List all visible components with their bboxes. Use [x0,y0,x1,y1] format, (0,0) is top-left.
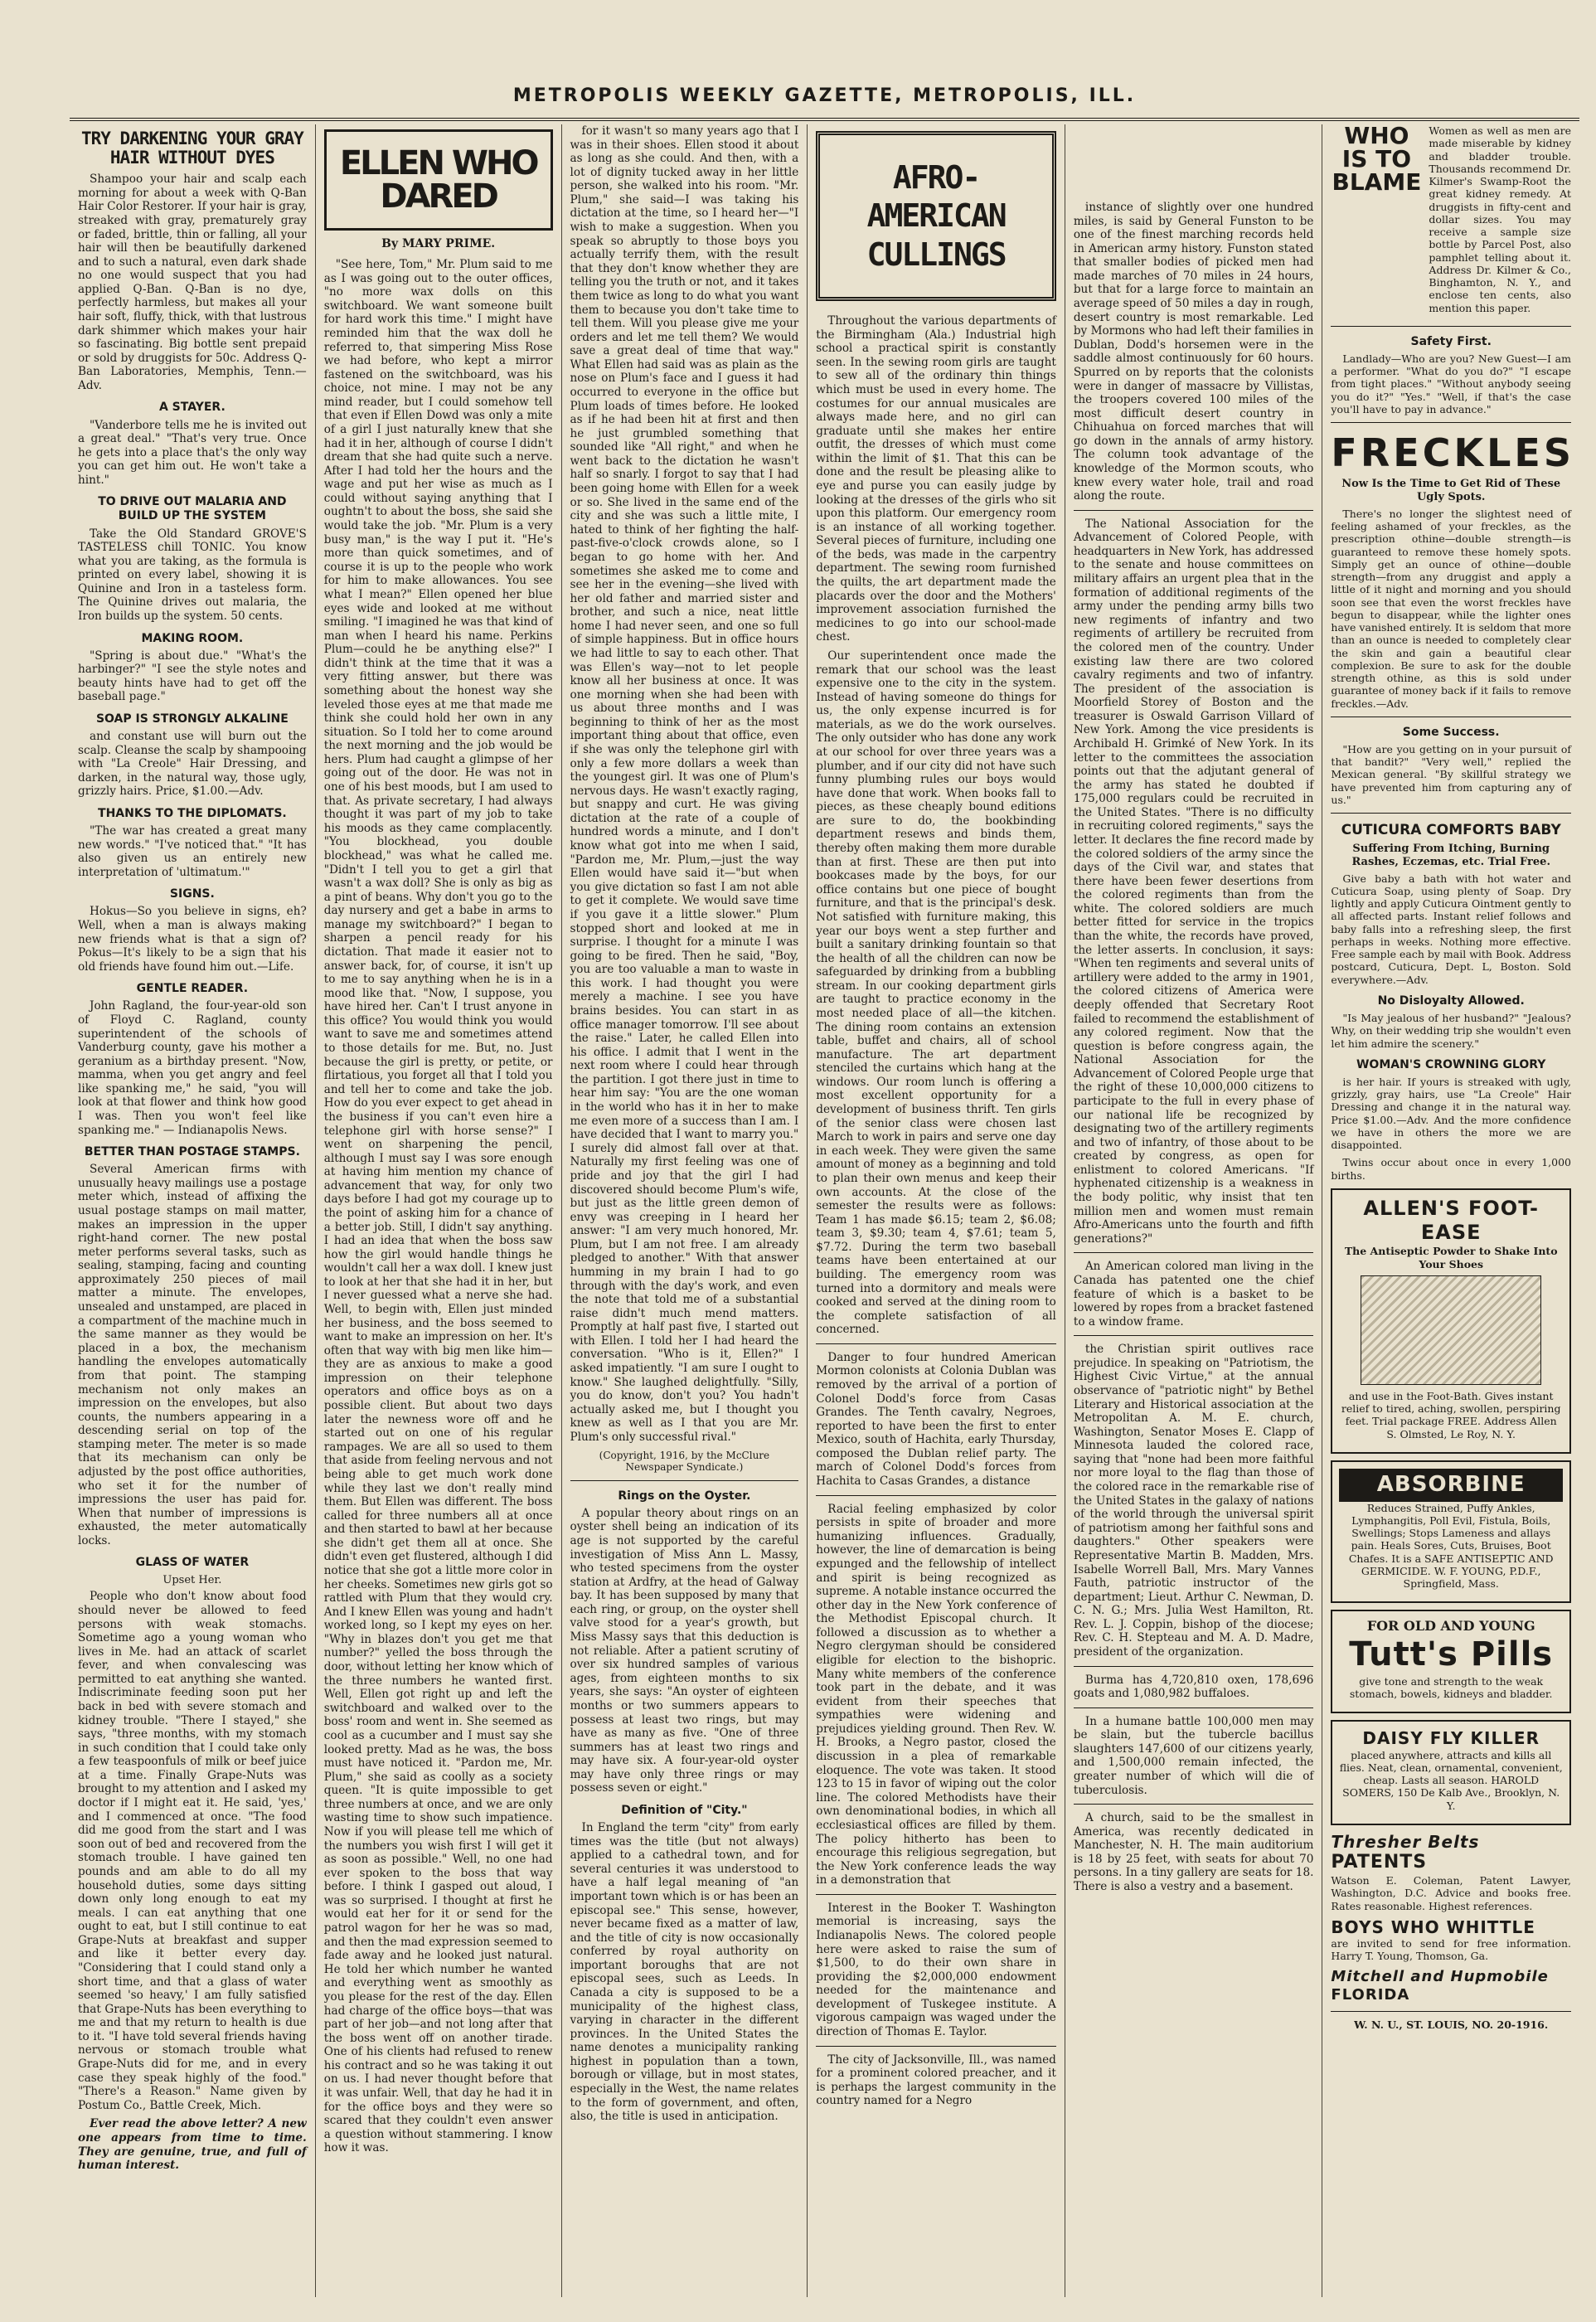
article-text: In England the term "city" from early times was the title (but not always) applied to a cathedral town, and for several centuries it was understood to have a half legal meaning of "an important town which is or has been an episcopal see." This sense, however, never became fixed as a matter of law, and the title of city is now occasionally conferred by royal authority on important boroughs that are not episcopal sees, such as Leeds. In Canada a city is supposed to be a municipality of the highest class, varying in character in the different provinces. In the United States the name denotes a municipality ranking highest in population than a town, borough or village, but in most states, especially in the West, the name relates to the form of government, and often, also, the title is used in anticipation. [570,1821,799,2124]
divider [1074,1666,1314,1667]
column-3 [562,124,808,2297]
article-text: Landlady—Who are you? New Guest—I am a performer. "What do you do?" "I escape from tight places." "Without anybody seeing you do it?" "Yes." "Well, if that's the case you'll have to pay in advance." [1331,352,1571,415]
article-headline: TO DRIVE OUT MALARIA AND BUILD UP THE SYSTEM [98,495,287,523]
ad-headline: ABSORBINE [1339,1469,1563,1502]
copyright-note: (Copyright, 1916, by the McClure Newspaper Syndicate.) [599,1449,770,1474]
article-text: Twins occur about once in every 1,000 births. [1331,1156,1571,1182]
ad-headline: WHO IS TO BLAME [1332,124,1422,196]
divider [816,1894,1056,1895]
article-text: Hokus—So you believe in signs, eh? Well, when a man is always making new friends what is that a sign of? Pokus—It's likely to be a sign that his old friends have found him out.—Life. [78,905,307,974]
divider [1331,813,1571,814]
article-headline: SIGNS. [169,887,215,901]
article-text: Throughout the various departments of the Birmingham (Ala.) Industrial high school a practical spirit is constantly seen. In the sewing room girls are taught to sew all of the ordinary thin things which must be used in every home. The costumes for our annual musicales are always made here, and no girl can graduate until she makes her entire outfit, the dresses of which must come within the limit of $1. That this can be done and the result be pleasing alike to eye and purse you can easily judge by looking at the dresses of the girls who sit upon this platform. Our emergency room is an instance of all working together. Several pieces of furniture, including one of the beds, was made in the carpentry department. The sewing room furnished the quilts, the art department made the placards over the door and the Mothers' improvement association furnished the medicines to go into our school-made chest. [816,314,1056,644]
masthead [70,73,1579,121]
woman-illustration-icon [1361,1275,1541,1385]
ad-headline: Mitchell and Hupmobile [1331,1967,1549,1985]
divider [816,1495,1056,1496]
article-text: "Is May jealous of her husband?" "Jealous? Why, on their wedding trip she wouldn't even let him admire the scenery." [1331,1012,1571,1050]
ad-absorbine [1331,1460,1571,1603]
ad-subhead: Suffering From Itching, Burning Rashes, Eczemas, etc. Trial Free. [1351,842,1550,868]
story-text: "See here, Tom," Mr. Plum said to me as I was going out to the outer offices, "no more wax dolls on this switchboard. We want someone built for hard work this time." I might have reminded him that the wax doll he referred to, that simpering Miss Rose we had before, who kept a mirror fastened on the switchboard, was his choice, not mine. I may not be any mind reader, but I could somehow tell that even if Ellen Dowd was only a mite of a girl I just naturally knew that she had it in her, although of course I didn't dream that she had quite such a nerve. After I had told her the hours and the wage and put her wise as much as I could without saying anything that I oughtn't to about the boss, she said she would take the job. "Mr. Plum is a very busy man," is the way I put it. "He's more than quick sometimes, and of course it is up to the people who work for him to make allowances. You see what I mean?" Ellen opened her blue eyes wide and looked at me without smiling. "I imagined he was that kind of man when I heard his name. Perkins Plum—could he be anything else?" I didn't think at the time that it was a very fitting answer, but there was something about the honest way she leveled those eyes at me that made me think she could hold her own in any situation. So I told her to come around the next morning and the job would be hers. Plum had caught a glimpse of her going out of the door. He was not in one of his best moods, but I am used to that. As private secretary, I had always thought it was part of my job to take his moods as they came complacently. "You blockhead, you double blockhead," was what he called me. "Didn't I tell you to get a girl that wasn't a wax doll? She is only as big as a pint of beans. Why don't you go to the day nursery and get a babe in arms to manage my switchboard?" I began to sharpen a pencil ready for his dictation. That made it easier not to answer back, for, of course, it isn't up to me to say anything when he is in a mood like that. "Now, I suppose, you have hired her. Can't I trust anyone in this office? You would think you would want to save me and sometimes attend to those details for me. But, no. Just because the girl is pretty, or petite, or flirtatious, you forget all that I told you and tell her to come and take the job. How do you ever expect to get ahead in the business if you can't even hire a telephone girl with horse sense?" I went on sharpening the pencil, although I must say I was sore enough at having him mention my chance of advancement that way, for only two days before I had got my courage up to the point of asking him for a chance of a better job. Still, I didn't say anything. I had an idea that when the boss saw how the girl would handle things he wouldn't call her a wax doll. I knew just to look at her that she had it in her, but I never guessed what a nerve she had. Well, to begin with, Ellen just minded her business, and the boss seemed to want to make an impression on her. It's often that way with big men like him—they are as anxious to make a good impression on their telephone operators and office boys as on a possible client. But about two days later the newness wore off and he started out on one of his regular rampages. We are all so used to them that aside from feeling nervous and not being able to get much work done while they last we don't really mind them. But Ellen was different. The boss called for three numbers all at once and then started to bawl at her because she didn't get them all at once. She didn't even get flustered, although I did notice that she got a little more color in her cheeks. Sometimes new girls got so rattled with Plum that they would cry. And I knew Ellen was young and hadn't worked long, so I kept my eyes on her. "Why in blazes don't you get me that number?" yelled the boss through the door, without letting her know which of the three numbers he wanted first. Well, Ellen got right up and left the switchboard and walked over to the boss' room and went in. She seemed as cool as a cucumber and I must say she looked pretty. Mad as he was, the boss must have noticed it. "Pardon me, Mr. Plum," she said as coolly as a society queen. "It is quite impossible to get three numbers at once, and we are only wasting time to show such impatience. Now if you will please tell me which of the numbers you wish first I will get it as soon as possible." Well, no one had ever spoken to the boss that way before. I think I gasped out aloud, I was so surprised. I thought at first he would eat her for it or send for the patrol wagon for her he was so mad, and then the mad expression seemed to fade away and he looked just natural. He told her which number he wanted and everything went as smoothly as you please for the rest of the day. Ellen had charge of the office boys—that was part of her job—and not long after that the boss went off on another tirade. One of his clients had refused to renew his contract and so he was taking it out on us. I had never thought before that it was unfair. Well, that day he had it in for the office boys and they were so scared that they couldn't even answer a question without stammering. I know how it was. [323,258,553,2155]
ad-text: Watson E. Coleman, Patent Lawyer, Washington, D.C. Advice and books free. Rates reasonable. Highest references. [1331,1874,1571,1912]
article-text: People who don't know about food should never be allowed to feed persons with weak stomachs. Sometime ago a young woman who lives in Me. had an attack of scarlet fever, and when convalescing was permitted to eat anything she wanted. Indiscriminate feeding soon put her back in bed with severe stomach and kidney trouble. "There I stayed," she says, "three months, with my stomach in such condition that I could take only a few teaspoonfuls of milk or beef juice at a time. Finally Grape-Nuts was brought to my attention and I asked my doctor if I might eat it. He said, 'yes,' and I commenced at once. "The food did me good from the start and I was soon out of bed and recovered from the stomach trouble. I have gained ten pounds and am able to do all my household duties, some days sitting down only long enough to eat my meals. I can eat anything that one ought to eat, but I still continue to eat Grape-Nuts at breakfast and supper and like it better every day. "Considering that I could stand only a short time, and that a glass of water seemed 'so heavy,' I am fully satisfied that Grape-Nuts has been everything to me and that my return to health is due to it. "I have told several friends having nervous or stomach trouble what Grape-Nuts did for me, and in every case they speak highly of the food." "There's a Reason." Name given by Postum Co., Battle Creek, Mich. [78,1590,307,2112]
article-headline: Definition of "City." [621,1803,748,1817]
ad-tutts-pills [1331,1610,1571,1713]
ad-text: Reduces Strained, Puffy Ankles, Lymphangitis, Poll Evil, Fistula, Boils, Swellings; Stops Lameness and allays pain. Heals Sores, Cuts, Bruises, Boot Chafes. It is a SAFE ANTISEPTIC AND GERMICIDE. W. F. YOUNG, P.D.F., Springfield, Mass. [1348,1501,1554,1591]
masthead-title: METROPOLIS WEEKLY GAZETTE, METROPOLIS, ILL. [512,85,1137,106]
divider [570,1480,799,1481]
column-6-ads [1322,124,1579,2297]
article-text: The National Association for the Advancement of Colored People, with headquarters in New York, has addressed to the senate and house committees on military affairs an urgent plea that in the formation of additional regiments of the army under the pending army bills two new regiments of infantry and two regiments of artillery be recruited from the colored men of the country. Under existing law there are two colored cavalry regiments and two of infantry. The president of the association is Moorfield Storey of Boston and the treasurer is Oswald Garrison Villard of New York. Among the vice presidents is Archibald H. Grimké of New York. In its letter to the committees the association points out that the adjutant general of the army has stated he doubted if 175,000 regulars could be recruited in the United States. "There is no difficulty in recruiting colored regiments," says the letter. It declares the fine record made by the colored soldiers of the army since the days of the Civil war, and states that there have been fewer desertions from the colored regiments than from the white. The colored soldiers are much better fitted for service in the tropics than the white, the records have proved, the letter asserts. In conclusion, it says: "When ten regiments and several units of artillery were added to the army in 1901, the colored citizens of America were deeply offended that Secretary Root failed to recommend the establishment of any colored regiment. Now that the question is before congress again, the National Association for the Advancement of Colored People urge that the right of these 10,000,000 citizens to participate to the full in every phase of our national life be recognized by designating two of the artillery regiments and two of infantry, of those about to be created by congress, as open for enlistment to colored Americans. "If hyphenated citizenship is a weakness in the body politic, why insist that ten million men and women must remain Afro-Americans unto the fourth and fifth generations?" [1073,517,1314,1246]
section-headline: AFRO-AMERICAN CULLINGS [816,131,1056,301]
ad-text: Give baby a bath with hot water and Cuticura Soap, using plenty of Soap. Dry lightly and apply Cuticura Ointment gently to all affected parts. Instant relief follows and baby falls into a refreshing sleep, the first perhaps in weeks. Nothing more effective. Free sample each by mail with Book. Address postcard, Cuticura, Dept. L, Boston. Sold everywhere.—Adv. [1331,872,1571,986]
article-text: "Spring is about due." "What's the harbinger?" "I see the style notes and beauty hints have had to get off the baseball page." [78,649,307,704]
article-text: A church, said to be the smallest in America, was recently dedicated in Manchester, N. H. The main auditorium is 18 by 25 feet, with seats for about 70 persons. In a tiny gallery are seats for 18. There is also a vestry and a basement. [1073,1811,1314,1894]
article-text: "Vanderbore tells me he is invited out a great deal." "That's very true. Once he gets into a place that's the only way you can get him out. He won't take a hint." [78,418,307,487]
article-headline: TRY DARKENING YOUR GRAY HAIR WITHOUT DYES [80,129,303,168]
article-text: John Ragland, the four-year-old son of Floyd C. Ragland, county superintendent of the schools of Vanderburg county, gave his mother a geranium as a birthday present. "Now, mamma, when you get angry and feel like spanking me," he said, "you will look at that flower and think how good I was. Then you won't feel like spanking me." — Indianapolis News. [78,999,307,1137]
article-text: "How are you getting on in your pursuit of that bandit?" "Very well," replied the Mexican general. "By skillful strategy we have prevented him from capturing any of us." [1331,742,1571,806]
article-text: In a humane battle 100,000 men may be slain, but the tubercle bacillus slaughters 147,600 of our citizens yearly, and 1,500,000 remain infected, the greater number of which will die of tuberculosis. [1073,1714,1314,1797]
ad-text: and use in the Foot-Bath. Gives instant relief to tired, aching, swollen, perspiring feet. Trial package FREE. Address Allen S. Olmsted, Le Roy, N. Y. [1341,1389,1561,1440]
ad-headline: PATENTS [1331,1852,1428,1873]
ad-text: are invited to send for free information. Harry T. Young, Thomson, Ga. [1331,1937,1571,1963]
divider [1074,1335,1314,1336]
article-headline: A STAYER. [158,401,226,415]
article-subhead: Upset Her. [163,1573,222,1586]
column-5 [1065,124,1323,2297]
divider [1074,1804,1314,1805]
ad-headline: Thresher Belts [1331,1831,1480,1852]
ad-headline: ALLEN'S FOOT-EASE [1363,1196,1540,1245]
ad-subhead: Now Is the Time to Get Rid of These Ugly Spots. [1341,478,1561,504]
ad-swamp-root [1331,124,1571,319]
ad-headline: BOYS WHO WHITTLE [1331,1916,1535,1937]
article-text: Burma has 4,720,810 oxen, 178,696 goats and 1,080,982 buffaloes. [1073,1673,1314,1701]
article-headline: THANKS TO THE DIPLOMATS. [98,806,287,820]
ad-text: give tone and strength to the weak stomach, bowels, kidneys and bladder. [1349,1674,1553,1700]
ad-text: Women as well as men are made miserable by kidney and bladder trouble. Thousands recommend Dr. Kilmer's Swamp-Root the great kidney remedy. At druggists in fifty-cent and dollar sizes. You may receive a sample size bottle by Parcel Post, also pamphlet telling about it. Address Dr. Kilmer & Co., Binghamton, N. Y., and enclose ten cents, also mention this paper. [1429,124,1571,314]
ad-headline: CUTICURA COMFORTS BABY [1341,822,1561,839]
column-2 [316,124,562,2297]
article-headline: Rings on the Oyster. [618,1489,751,1503]
article-headline: No Disloyalty Allowed. [1377,993,1525,1008]
article-headline: BETTER THAN POSTAGE STAMPS. [84,1145,300,1159]
article-text: Several American firms with unusually heavy mailings use a postage meter which, instead of affixing the usual postage stamps on mail matter, makes an impression in the upper right-hand corner. The new postal meter performs several tasks, such as sealing, stamping, facing and counting approximately 250 pieces of mail matter a minute. The envelopes, unsealed and unstamped, are placed in a compartment of the machine much in the same manner as they would be placed in a box, the mechanism handling the envelopes automatically from that point. The stamping mechanism not only makes an impression on the envelopes, but also counts, the numbers appearing in a descending serial on top of the stamping meter. The meter is so made that its mechanism can only be adjusted by the post office authorities, who set it for the number of impressions the user has paid for. When that number of impressions is exhausted, the meter automatically locks. [78,1163,307,1547]
article-text: An American colored man living in the Canada has patented one the chief feature of which is a basket to be lowered by ropes from a bracket fastened to a window frame. [1073,1260,1314,1329]
divider [1074,1707,1314,1708]
article-headline: Some Success. [1402,725,1500,739]
column-4 [808,124,1065,2297]
article-text: Our superintendent once made the remark that our school was the least expensive one to the city in the system. Instead of having someone do things for us, the only expense incurred is for materials, as we do the work ourselves. The only outsider who has done any work at our school for over three years was a plumber, and if our city did not have such funny plumbing rules our boys would have done that work. When books fall to pieces, as these cheaply bound editions are sure to do, the bookbinding department resews and binds them, thereby often making them more durable than at first. These are then put into bookcases made by the boys, for our office contains but one piece of bought furniture, and that is the principal's desk. Not satisfied with furniture making, this year our boys went a step further and built a sanitary drinking fountain so that the health of all the children can now be safeguarded by drinking from a bubbling stream. In our cooking department girls are taught to practice economy in the most needed place of all—the kitchen. The dining room contains an extension table, buffet and chairs, all of school manufacture. The art department stenciled the curtains which hang at the windows. Our room lunch is offering a most excellent opportunity for a development of business thrift. Ten girls of the senior class were chosen last March to work in pairs and serve one day in each week. They were given the same amount of money as a beginning and told to plan their own menus and keep their own accounts. At the close of the semester the results were as follows: Team 1 has made $6.15; team 2, $6.08; team 3, $9.30; team 4, $7.61; team 5, $7.72. During the term two baseball teams have been entertained at our building. The emergency room was turned into a dormitory and meals were cooked and served at the dining room to the complete satisfaction of all concerned. [816,649,1056,1337]
ad-headline: FRECKLES [1331,430,1574,476]
footer-note: W. N. U., ST. LOUIS, NO. 20-1916. [1354,2018,1549,2031]
divider [1074,1252,1314,1253]
article-text: A popular theory about rings on an oyster shell being an indication of its age is not supported by the careful investigation of Miss Ann L. Massy, who tested specimens from the oyster station at Ardfry, at the head of Galway bay. It has been supposed by many that each ring, or group, on the oyster shell valve stood for a year's growth, but Miss Massy says that this deduction is not reliable. After a patient scrutiny of over six hundred samples of various ages, from eighteen months to six years, she says: "An oyster of eighteen months or two summers appears to possess at least two rings, but may have as many as five. "One of three summers has at least two rings and may have six. A four-year-old oyster may have only three rings or may possess seven or eight." [570,1506,799,1795]
article-text: "The war has created a great many new words." "I've noticed that." "It has also given us an entirely new interpretation of 'ultimatum.'" [78,824,307,879]
ad-headline: FLORIDA [1331,1985,1410,2004]
article-headline: WOMAN'S CROWNING GLORY [1356,1057,1546,1071]
story-headline: ELLEN WHO DARED [324,129,553,231]
article-text: and constant use will burn out the scalp. Cleanse the scalp by shampooing with "La Creole" Hair Dressing, and darken, in the natural way, those ugly, grizzly hairs. Price, $1.00.—Adv. [78,730,307,799]
article-text: Shampoo your hair and scalp each morning for about a week with Q-Ban Hair Color Restorer. If your hair is gray, streaked with gray, prematurely gray or faded, brittle, thin or falling, all your hair will then be beautifully darkened and to such a natural, even dark shade no one would suspect that you had applied Q-Ban. Q-Ban is no dye, perfectly harmless, but makes all your hair soft, fluffy, thick, with that lustrous dark shimmer which makes your hair so fascinating. Big bottle sent prepaid or sold by druggists for 50c. Address Q-Ban Laboratories, Memphis, Tenn.—Adv. [78,172,307,392]
article-text: The city of Jacksonville, Ill., was named for a prominent colored preacher, and it is perhaps the largest community in the country named for a Negro [816,2052,1056,2108]
divider [816,1343,1056,1344]
article-text: instance of slightly over one hundred miles, is said by General Funston to be one of the finest marching records held in American army history. Funston stated that smaller bodies of picked men had made marches of 70 miles in 24 hours, but that for a large force to maintain an average speed of 50 miles a day in rough, desert country is most remarkable. Led by Mormons who had left their families in Dublan, Dodd's horsemen were in the saddle almost continuously for 60 hours. Spurred on by reports that the colonists were in danger of massacre by Villistas, the troopers covered 100 miles of the most difficult desert country in Chihuahua on forced marches that will go down in the annals of army history. The column took advantage of the knowledge of the Mormon scouts, who knew every water hole, trail and road along the route. [1073,201,1314,503]
column-area [70,124,1579,2297]
ad-headline: DAISY FLY KILLER [1362,1728,1540,1749]
article-headline: SOAP IS STRONGLY ALKALINE [95,712,289,726]
divider [1331,2011,1571,2012]
ad-subhead: FOR OLD AND YOUNG [1366,1618,1535,1635]
article-text: Racial feeling emphasized by color persists in spite of broader and more humanizing influences. Gradually, however, the line of demarcation is being expunged and the fellowship of intellect and spirit is being recognized as supreme. A notable instance occurred the other day in the New York conference of the Methodist Episcopal church. It followed a discussion as to whether a Negro clergyman should be considered eligible for election to the bishopric. Many white members of the conference took part in the debate, and it was evident from their speeches that sympathies were widening and prejudices yielding ground. Then Rev. W. H. Brooks, a Negro pastor, closed the discussion in a plea of remarkable eloquence. The vote was taken. It stood 123 to 15 in favor of wiping out the color line. The colored Methodists have their own denominational bodies, in which all ecclesiastical offices are filled by them. The policy hitherto has been to encourage this religious segregation, but the New York conference leads the way in a demonstration that [816,1502,1056,1887]
article-headline: MAKING ROOM. [141,631,244,645]
article-headline: Safety First. [1410,334,1492,348]
ad-text: placed anywhere, attracts and kills all flies. Neat, clean, ornamental, convenient, cheap. Lasts all season. HAROLD SOMERS, 150 De Kalb Ave., Brooklyn, N. Y. [1339,1748,1563,1812]
ad-text: There's no longer the slightest need of feeling ashamed of your freckles, as the prescription othine—double strength—is guaranteed to remove these homely spots. Simply get an ounce of othine—double strength—from any druggist and apply a little of it night and morning and you should soon see that even the worst freckles have begun to disappear, while the lighter ones have vanished entirely. It is seldom that more than an ounce is needed to completely clear the skin and gain a beautiful clear complexion. Be sure to ask for the double strength othine, as this is sold under guarantee of money back if it fails to remove freckles.—Adv. [1331,507,1571,710]
article-text: Take the Old Standard GROVE'S TASTELESS chill TONIC. You know what you are taking, as the formula is printed on every label, showing it is Quinine and Iron in a tasteless form. The Quinine drives out malaria, the Iron builds up the system. 50 cents. [78,527,307,624]
article-text: Interest in the Booker T. Washington memorial is increasing, says the Indianapolis News. The colored people here were asked to raise the sum of $1,500, to do their own share in providing the $2,000,000 endowment needed for the maintenance and development of Tuskegee institute. A vigorous campaign was waged under the direction of Thomas E. Taylor. [816,1901,1056,2039]
ad-headline: Tutt's Pills [1349,1635,1554,1673]
article-note: Ever read the above letter? A new one appears from time to time. They are genuine, true, and full of human interest. [78,2117,307,2173]
article-headline: GENTLE READER. [136,982,249,996]
divider [1331,422,1571,423]
divider [1074,510,1314,511]
ad-daisy-fly-killer [1331,1720,1571,1825]
story-text: for it wasn't so many years ago that I was in their shoes. Ellen stood it about as long as she could. And then, with a lot of dignity tucked away in her little person, she walked into his room. "Mr. Plum," she said—I was taking his dictation at the time, so I heard her—"I wish to make a suggestion. When you speak so abruptly to those boys you actually terrify them, with the result that they don't know whether they are telling you the truth or not, and it takes them twice as long to do what you want them to because you don't take time to tell them. Will you please give me your orders and let me tell them? We would save a great deal of time that way." What Ellen had said was as plain as the nose on Plum's face and I guess it had occurred to everyone in the office but Plum loads of times before. He looked as if he had been hit at first and then he just grumbled something that sounded like "All right," and when he went back to the dictation he wasn't half so snarly. I forgot to say that I had been going home with Ellen for a week or so. She lived in the same end of the city and she was such a little mite, I hated to think of her fighting the half-past-five-o'clock crowds alone, so I began to go home with her. And sometimes she asked me to come and see her in the evening—she lived with her old father and married sister and brother, and such a nice, neat little home I had never seen, and one so full of simple happiness. But in office hours we had little to say to each other. That was Ellen's way—not to let people know all her business at once. It was one morning when she had been with us about three months and I was beginning to think of her as the most important thing about that office, even if she was only the telephone girl with only a few more dollars a week than the youngest girl. It was one of Plum's nervous days. He wasn't exactly raging, but snappy and curt. He was giving dictation at the rate of a couple of hundred words a minute, and I don't know what got into me when I said, "Pardon me, Mr. Plum,—just the way Ellen would have said it—"but when you give dictation so fast I am not able to get it complete. We would save time if you gave it a little slower." Plum stopped short and looked at me in surprise. I thought for a minute I was going to be fired. Then he said, "Boy, you are too valuable a man to waste in this work. I had thought you were merely a machine. I see you have brains besides. You can start in as office manager tomorrow. I'll see about the raise." Later, he called Ellen into his office. I admit that I went in the next room where I could hear through the partition. I got there just in time to hear him say: "You are the one woman in the world who has it in her to make me even more of a success than I am. I have decided that I want to marry you." I surely did almost fall over at that. Naturally my first feeling was one of pride and joy that the girl I had discovered should become Plum's wife, but just as the little green demon of envy was creeping in I heard her answer: "I am very much honored, Mr. Plum, but I am not free. I am already pledged to another." With that answer humming in my brain I had to go through with the day's work, and even the note that told me of a substantial raise didn't much mend matters. Promptly at half past five, I started out with Ellen. I told her I had heard the conversation. "Who is it, Ellen?" I asked impatiently. "I am sure I ought to know." She laughed delightfully. "Silly, you do know, don't you? You hadn't actually asked me, but I thought you knew as well as I that you are Mr. Plum's only successful rival." [570,124,799,1444]
column-1 [70,124,316,2297]
article-text: is her hair. If yours is streaked with ugly, grizzly, gray hairs, use "La Creole" Hair Dressing and change it in the natural way. Price $1.00.—Adv. And the more confidence we have in others the more we are disappointed. [1331,1075,1571,1152]
byline: By MARY PRIME. [381,237,496,250]
article-text: Danger to four hundred American Mormon colonists at Colonia Dublan was removed by the arrival of a portion of Colonel Dodd's force from Casas Grandes. The Tenth cavalry, Negroes, reported to have been the first to enter Mexico, south of Hachita, early Thursday, composed the Dublan relief party. The march of Colonel Dodd's forces from Hachita to Casas Grandes, a distance [816,1350,1056,1489]
article-headline: GLASS OF WATER [135,1556,250,1570]
divider [816,2046,1056,2047]
divider [1331,326,1571,327]
spacer [1074,124,1314,201]
ad-allens-foot-ease [1331,1188,1571,1454]
ad-subhead: The Antiseptic Powder to Shake Into Your Shoes [1344,1245,1558,1270]
article-text: the Christian spirit outlives race prejudice. In speaking on "Patriotism, the Highest Civic Virtue," at the annual observance of "patriotic night" by Bethel Literary and Historical association at the Metropolitan A. M. E. church, Washington, Senator Moses E. Clapp of Minnesota lauded the colored race, saying that "none had been more faithful nor more loyal to the flag than those of the colored race in the remarkable rise of the United States in the galaxy of nations of the world through the universal spirit of patriotism among her faithful sons and daughters." Other speakers were Representative Martin B. Madden, Mrs. Isabelle Worrell Ball, Mrs. Mary Vannes Fauth, patriotic instructor of the department; Lieut. Arthur C. Newman, D. C. N. G.; Mrs. Julia West Hamilton, Rt. Rev. L. J. Coppin, bishop of the diocese; Rev. C. H. Stepteau and M. A. D. Madre, president of the organization. [1073,1343,1314,1659]
